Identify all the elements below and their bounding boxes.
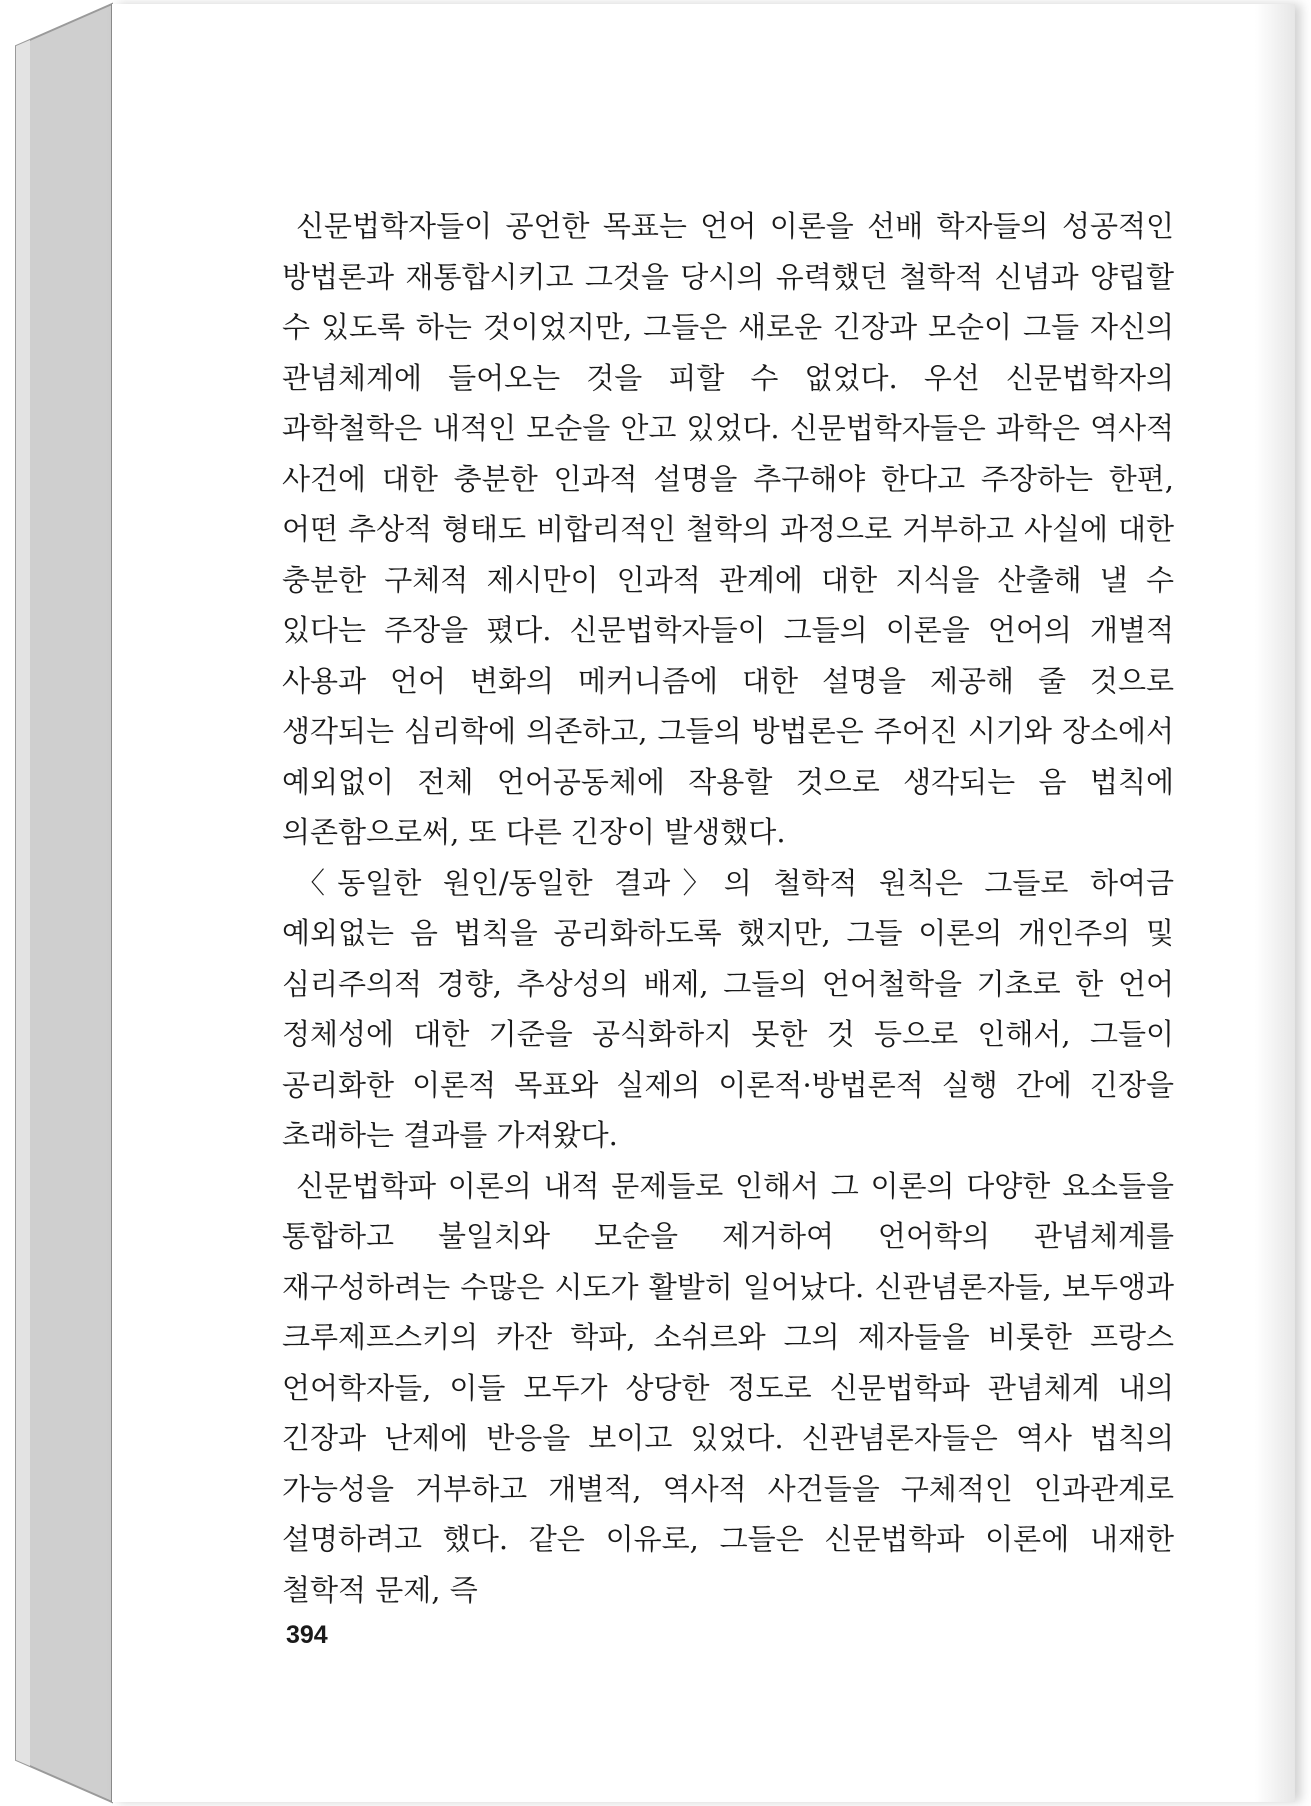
page-body — [282, 201, 1174, 1615]
page-number: 394 — [286, 1621, 328, 1649]
book-page — [112, 4, 1295, 1802]
page-edge-shade — [1255, 4, 1295, 1802]
paragraph-2: 〈동일한 원인/동일한 결과〉의 철학적 원칙은 그들로 하여금 예외없는 음 법칙을 공리화하도록 했지만, 그들 이론의 개인주의 및 심리주의적 경향, 추상성의 배제, 그들의 언어철학을 기초로 한 언어 정체성에 대한 기준을 공식화하지 못한 것 등으로 인해서, 그들이 공리화한 이론적 목표와 실제의 이론적·방법론적 실행 간에 긴장을 초래하는 결과를 가져왔다. — [282, 865, 1174, 1152]
paragraph-1: 신문법학자들이 공언한 목표는 언어 이론을 선배 학자들의 성공적인 방법론과 재통합시키고 그것을 당시의 유력했던 철학적 신념과 양립할 수 있도록 하는 것이었지만, 그들은 새로운 긴장과 모순이 그들 자신의 관념체계에 들어오는 것을 피할 수 없었다. 우선 신문법학자의 과학철학은 내적인 모순을 안고 있었다. 신문법학자들은 과학은 역사적 사건에 대한 충분한 인과적 설명을 추구해야 한다고 주장하는 한편, 어떤 추상적 형태도 비합리적인 철학의 과정으로 거부하고 사실에 대한 충분한 구체적 제시만이 인과적 관계에 대한 지식을 산출해 낼 수 있다는 주장을 폈다. 신문법학자들이 그들의 이론을 언어의 개별적 사용과 언어 변화의 메커니즘에 대한 설명을 제공해 줄 것으로 생각되는 심리학에 의존하고, 그들의 방법론은 주어진 시기와 장소에서 예외없이 전체 언어공동체에 작용할 것으로 생각되는 음 법칙에 의존함으로써, 또 다른 긴장이 발생했다. — [282, 209, 1174, 849]
paragraph-3: 신문법학파 이론의 내적 문제들로 인해서 그 이론의 다양한 요소들을 통합하고 불일치와 모순을 제거하여 언어학의 관념체계를 재구성하려는 수많은 시도가 활발히 일어났다. 신관념론자들, 보두앵과 크루제프스키의 카잔 학파, 소쉬르와 그의 제자들을 비롯한 프랑스 언어학자들, 이들 모두가 상당한 정도로 신문법학파 관념체계 내의 긴장과 난제에 반응을 보이고 있었다. 신관념론자들은 역사 법칙의 가능성을 거부하고 개별적, 역사적 사건들을 구체적인 인과관계로 설명하려고 했다. 같은 이유로, 그들은 신문법학파 이론에 내재한 철학적 문제, 즉 — [282, 1168, 1174, 1607]
